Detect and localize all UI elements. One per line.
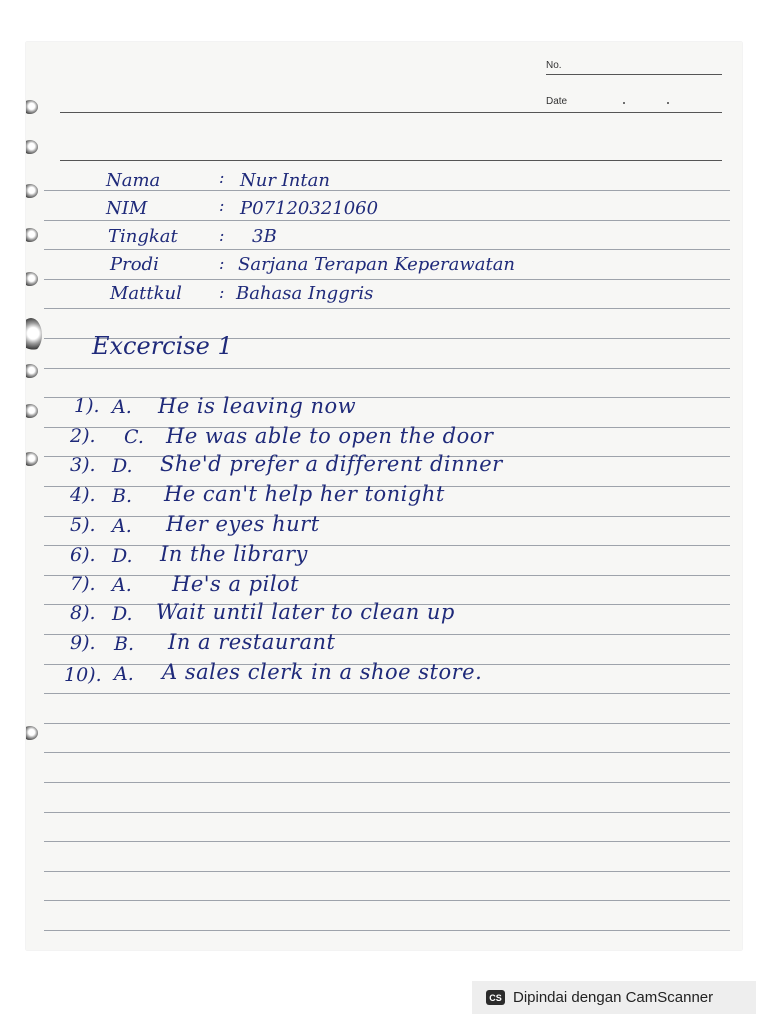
identity-value-tingkat: 3B [252,226,277,247]
ruled-line [44,545,730,546]
spiral-ring [26,404,38,418]
identity-value-prodi: Sarjana Terapan Keperawatan [238,254,516,275]
identity-value-mattkul: Bahasa Inggris [236,283,374,304]
ruled-line [44,634,730,635]
answer-text: He's a pilot [172,572,300,596]
answer-choice: B. [112,485,133,507]
camscanner-text: Dipindai dengan CamScanner [513,989,714,1006]
ruled-line [44,812,730,813]
answer-choice: B. [114,633,135,655]
identity-colon: : [219,283,225,302]
answer-choice: D. [112,603,133,625]
camscanner-watermark [472,981,756,1014]
answer-number: 9). [70,632,96,654]
spiral-ring [26,364,38,378]
identity-value-nama: Nur Intan [240,170,330,191]
identity-colon: : [219,168,225,187]
identity-colon: : [219,196,225,215]
answer-text: He was able to open the door [166,424,494,448]
camscanner-logo-icon: CS [486,990,505,1005]
answer-choice: C. [124,426,144,448]
spiral-ring [26,100,38,114]
identity-label-nim: NIM [106,198,148,219]
spiral-ring [26,140,38,154]
answer-choice: D. [112,545,133,567]
answer-choice: A. [114,663,134,685]
notebook-page [26,42,742,950]
ruled-line [44,871,730,872]
ruled-line [44,900,730,901]
answer-number: 10). [64,664,102,686]
spiral-ring [26,452,38,466]
answer-number: 2). [70,425,96,447]
identity-colon: : [219,226,225,245]
identity-value-nim: P07120321060 [240,198,379,219]
identity-label-prodi: Prodi [110,254,159,275]
ruled-line [44,841,730,842]
ruled-line [44,782,730,783]
ruled-line [44,723,730,724]
answer-choice: A. [112,396,132,418]
date-separator-dot [623,102,625,104]
exercise-title: Excercise 1 [92,332,233,360]
answer-choice: A. [112,574,132,596]
answer-choice: A. [112,515,132,537]
ruled-line [44,397,730,398]
ruled-line [44,279,730,280]
answer-text: He can't help her tonight [164,482,445,506]
ruled-line [44,752,730,753]
identity-colon: : [219,254,225,273]
ruled-line [44,930,730,931]
answer-text: He is leaving now [158,394,357,418]
answer-number: 3). [70,454,96,476]
answer-text: A sales clerk in a shoe store. [162,660,483,684]
answer-text: In a restaurant [168,630,336,654]
ruled-line [44,249,730,250]
answer-number: 6). [70,544,96,566]
answer-number: 5). [70,514,96,536]
answer-number: 4). [70,484,96,506]
date-separator-dot [667,102,669,104]
ruled-line [44,575,730,576]
no-label: No. [546,60,562,71]
ruled-line [44,516,730,517]
answer-choice: D. [112,455,133,477]
identity-label-nama: Nama [106,170,161,191]
ruled-line [44,308,730,309]
answer-text: Her eyes hurt [166,512,320,536]
answer-number: 7). [70,573,96,595]
header-bottom-rule [60,160,722,161]
ruled-line [44,368,730,369]
spiral-ring [26,318,42,352]
spiral-ring [26,228,38,242]
spiral-ring [26,184,38,198]
answer-text: In the library [160,542,308,566]
ruled-line [44,220,730,221]
answer-number: 1). [74,395,100,417]
answer-number: 8). [70,602,96,624]
answer-text: She'd prefer a different dinner [160,452,503,476]
date-label: Date [546,96,568,107]
spiral-ring [26,726,38,740]
spiral-ring [26,272,38,286]
ruled-line [44,693,730,694]
no-line [546,74,722,75]
header-top-rule [60,112,722,113]
identity-label-mattkul: Mattkul [110,283,182,304]
answer-text: Wait until later to clean up [156,600,455,624]
identity-label-tingkat: Tingkat [108,226,178,247]
